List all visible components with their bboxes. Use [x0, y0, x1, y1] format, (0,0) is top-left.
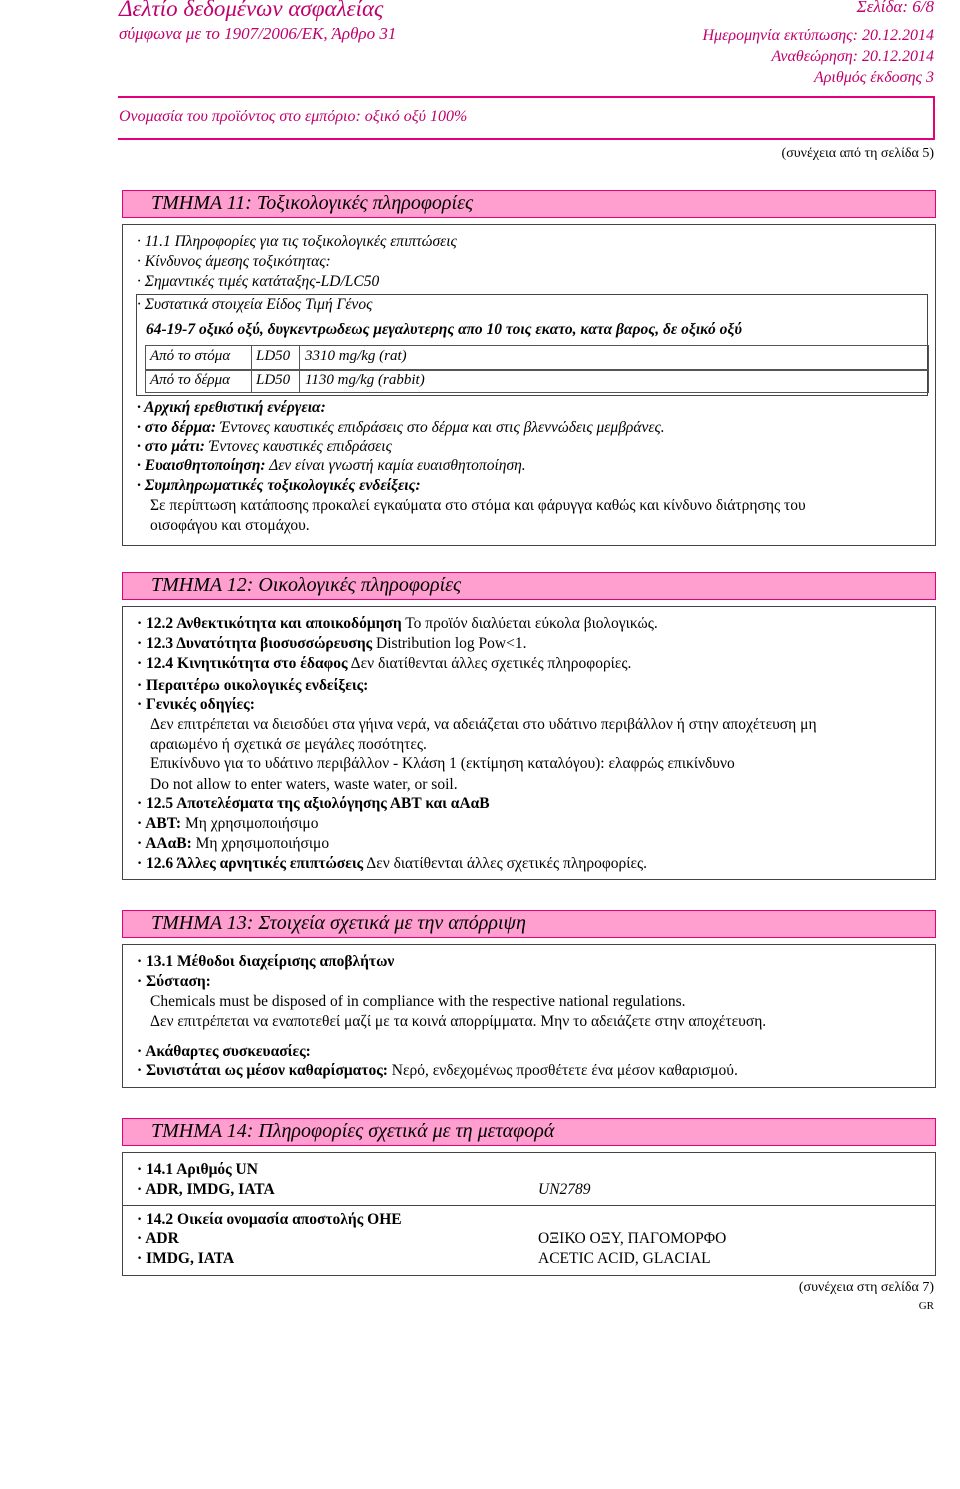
tox-row-2-type: LD50	[256, 372, 291, 388]
tox-row-2-value: 1130 mg/kg (rabbit)	[305, 372, 425, 388]
s12-mobility: · 12.4 Κινητικότητα στο έδαφος Δεν διατίθενται άλλες σχετικές πληροφορίες.	[137, 655, 632, 672]
s12-degradability: · 12.2 Ανθεκτικότητα και αποικοδόμηση Το προϊόν διαλύεται εύκολα βιολογικώς.	[137, 615, 658, 632]
product-frame-right	[933, 96, 935, 140]
s13-packaging: · Ακάθαρτες συσκευασίες:	[137, 1043, 311, 1060]
section-14-title: ΤΜΗΜΑ 14: Πληροφορίες σχετικά με τη μεταφορά	[151, 1120, 555, 1142]
s14-imdg-label: · IMDG, IATA	[137, 1250, 235, 1267]
continued-from: (συνέχεια από τη σελίδα 5)	[781, 146, 934, 161]
s11-sensitisation: · Ευαισθητοποίηση: Δεν είναι γνωστή καμία ευαισθητοποίηση.	[137, 457, 526, 474]
document-title: Δελτίο δεδομένων ασφαλείας	[119, 0, 384, 21]
s12-bioaccumulation: · 12.3 Δυνατότητα βιοσυσσώρευσης Distribution log Pow<1.	[137, 635, 527, 652]
s12-general-line-3: Επικίνδυνο για το υδάτινο περιβάλλον - Κλάση 1 (εκτίμηση καταλόγου): ελαφρώς επικίνδυνο	[150, 755, 735, 772]
s14-adr-label: · ADR	[137, 1230, 179, 1247]
document-subtitle: σύμφωνα με το 1907/2006/ΕΚ, Άρθρο 31	[119, 24, 397, 43]
page-number: Σελίδα: 6/8	[856, 0, 934, 16]
s12-general: · Γενικές οδηγίες:	[137, 696, 255, 713]
s11-acute-toxicity: · Κίνδυνος άμεσης τοξικότητας:	[137, 253, 331, 270]
section-11-header	[122, 190, 936, 218]
country-code: GR	[918, 1300, 934, 1312]
s14-divider	[122, 1205, 936, 1206]
s11-ld-lc50: · Σημαντικές τιμές κατάταξης-LD/LC50	[137, 273, 380, 290]
print-date: Ημερομηνία εκτύπωσης: 20.12.2014	[702, 27, 934, 44]
s14-imdg-value: ACETIC ACID, GLACIAL	[538, 1250, 711, 1267]
tox-row-2-route: Από το δέρμα	[150, 372, 231, 388]
s12-vpvb: · ΑΑαΒ: Μη χρησιμοποιήσιμο	[137, 835, 330, 852]
s13-recommendation: · Σύσταση:	[137, 973, 211, 990]
s11-primary-irritation: · Αρχική ερεθιστική ενέργεια:	[137, 399, 326, 416]
components-header: · Συστατικά στοιχεία Είδος Τιμή Γένος	[137, 296, 373, 313]
s12-pbt-results: · 12.5 Αποτελέσματα της αξιολόγησης ΑΒΤ και αΑαΒ	[137, 795, 490, 812]
version-number: Αριθμός έκδοσης 3	[813, 69, 934, 86]
s11-note-line-2: οισοφάγου και στομάχου.	[150, 517, 310, 534]
s12-general-line-2: αραιωμένο ή σχετικά σε μεγάλες ποσότητες.	[150, 736, 427, 753]
tox-row-1-route: Από το στόμα	[150, 348, 231, 364]
s12-general-line-4: Do not allow to enter waters, waste water, or soil.	[150, 776, 458, 793]
s14-un-label: · ADR, IMDG, IATA	[137, 1181, 275, 1198]
section-11-title: ΤΜΗΜΑ 11: Τοξικολογικές πληροφορίες	[151, 192, 474, 214]
s12-pbt: · ΑΒΤ: Μη χρησιμοποιήσιμο	[137, 815, 319, 832]
s12-other-effects: · 12.6 Άλλες αρνητικές επιπτώσεις Δεν διατίθενται άλλες σχετικές πληροφορίες.	[137, 855, 647, 872]
section-12-title: ΤΜΗΜΑ 12: Οικολογικές πληροφορίες	[151, 574, 462, 596]
s14-un-value: UN2789	[538, 1181, 591, 1198]
tox-row-1-value: 3310 mg/kg (rat)	[305, 348, 407, 364]
section-13-title: ΤΜΗΜΑ 13: Στοιχεία σχετικά με την απόρριψη	[151, 912, 526, 934]
s12-general-line-1: Δεν επιτρέπεται να διεισδύει στα γήινα νερά, να αδειάζεται στο υδάτινο περιβάλλον ή στην αποχέτευση μη	[150, 716, 817, 733]
s12-further: · Περαιτέρω οικολογικές ενδείξεις:	[137, 677, 369, 694]
product-name: Ονομασία του προϊόντος στο εμπόριο: οξικό οξύ 100%	[119, 108, 468, 125]
s11-note-line-1: Σε περίπτωση κατάποσης προκαλεί εγκαύματα στο στόμα και φάρυγγα καθώς και κίνδυνο διάτρησης του	[150, 497, 806, 514]
component-name: 64-19-7 οξικό οξύ, δυγκεντρωδεως μεγαλυτερης απο 10 τοις εκατο, κατα βαρος, δε οξικό οξύ	[146, 321, 742, 338]
toxicity-table-rowline	[145, 369, 929, 371]
s13-rec-line-1: Chemicals must be disposed of in compliance with the respective national regulations.	[150, 993, 686, 1010]
product-frame-bottom	[118, 138, 935, 140]
s11-additional: · Συμπληρωματικές τοξικολογικές ενδείξεις:	[137, 477, 421, 494]
section-13-header	[122, 910, 936, 938]
section-14-header	[122, 1118, 936, 1146]
s11-skin: · στο δέρμα: Έντονες καυστικές επιδράσεις στο δέρμα και στις βλεννώδεις μεμβράνες.	[137, 419, 665, 436]
s11-eye: · στο μάτι: Έντονες καυστικές επιδράσεις	[137, 438, 392, 455]
s13-waste-methods: · 13.1 Μέθοδοι διαχείρισης αποβλήτων	[137, 953, 395, 970]
product-frame-top	[118, 96, 935, 98]
continued-to: (συνέχεια στη σελίδα 7)	[798, 1280, 934, 1295]
s14-adr-value: ΟΞΙΚΟ ΟΞΥ, ΠΑΓΟΜΟΡΦΟ	[538, 1230, 727, 1247]
s13-cleaning-agent: · Συνιστάται ως μέσον καθαρίσματος: Νερό, ενδεχομένως προσθέτετε ένα μέσον καθαρισμού.	[137, 1062, 738, 1079]
section-12-header	[122, 572, 936, 600]
s13-rec-line-2: Δεν επιτρέπεται να εναποτεθεί μαζί με τα κοινά απορρίμματα. Μην το αδειάζετε στην αποχέτευση.	[150, 1013, 767, 1030]
tox-row-1-type: LD50	[256, 348, 291, 364]
revision-date: Αναθεώρηση: 20.12.2014	[771, 48, 934, 65]
s14-shipping-name: · 14.2 Οικεία ονομασία αποστολής ΟΗΕ	[137, 1211, 402, 1228]
s14-un-number: · 14.1 Αριθμός UN	[137, 1161, 258, 1178]
s11-line-11-1: · 11.1 Πληροφορίες για τις τοξικολογικές επιπτώσεις	[137, 233, 457, 250]
